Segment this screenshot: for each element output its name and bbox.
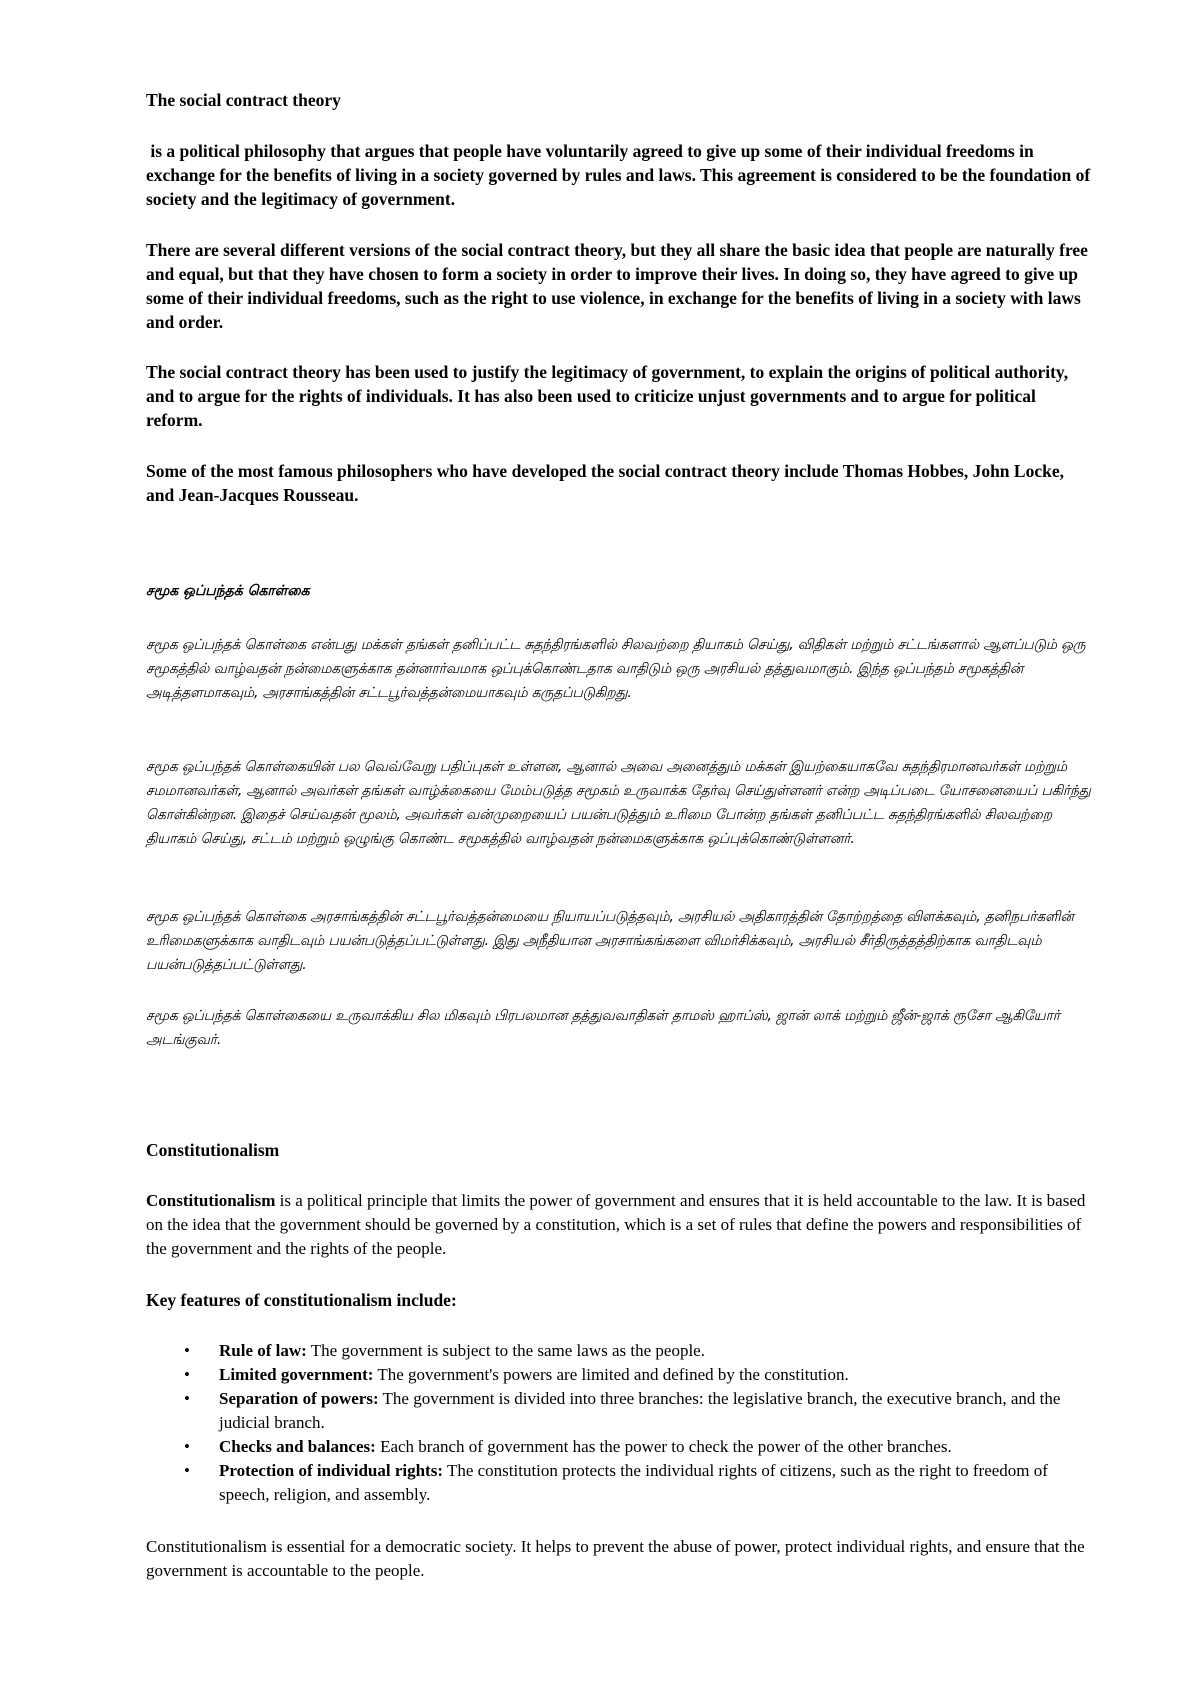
english-section-title: The social contract theory (146, 90, 341, 110)
list-item (146, 1459, 1069, 1507)
tamil-paragraph-3: சமூக ஒப்பந்தக் கொள்கை அரசாங்கத்தின் சட்டபூர்வத்தன்மையை நியாயப்படுத்தவும், அரசியல் அதிகாரத்தின் தோற்றத்தை விளக்கவும், தனிநபர்களின் உரிமைகளுக்காக வாதிடவும் பயன்படுத்தப்பட்டுள்ளது. இது அநீதியான அரசாங்கங்களை விமர்சிக்கவும், அரசியல் சீர்திருத்தத்திற்காக வாதிடவும் பயன்படுத்தப்பட்டுள்ளது. (146, 909, 1074, 973)
tamil-paragraph-2: சமூக ஒப்பந்தக் கொள்கையின் பல வெவ்வேறு பதிப்புகள் உள்ளன, ஆனால் அவை அனைத்தும் மக்கள் இயற்கையாகவே சுதந்திரமானவர்கள் மற்றும் சமமானவர்கள், ஆனால் அவர்கள் தங்கள் வாழ்க்கையை மேம்படுத்த சமூகம் உருவாக்க தேர்வு செய்துள்ளனர் என்ற அடிப்படை யோசனையைப் பகிர்ந்து கொள்கின்றன. இதைச் செய்வதன் மூலம், அவர்கள் வன்முறையைப் பயன்படுத்தும் உரிமை போன்ற தங்கள் தனிப்பட்ட சுதந்திரங்களில் சிலவற்றை தியாகம் செய்து, சட்டம் மற்றும் ஒழுங்கு கொண்ட சமூகத்தில் வாழ்வதன் நன்மைகளுக்காக ஒப்புக்கொண்டுள்ளனர். (146, 759, 1091, 847)
tamil-paragraph-4: சமூக ஒப்பந்தக் கொள்கையை உருவாக்கிய சில மிகவும் பிரபலமான தத்துவவாதிகள் தாமஸ் ஹாப்ஸ், ஜான் லாக் மற்றும் ஜீன்-ஜாக் ரூசோ ஆகியோர் அடங்குவர். (146, 1008, 1060, 1048)
tamil-paragraph-1: சமூக ஒப்பந்தக் கொள்கை என்பது மக்கள் தங்கள் தனிப்பட்ட சுதந்திரங்களில் சிலவற்றை தியாகம் செய்து, விதிகள் மற்றும் சட்டங்களால் ஆளப்படும் ஒரு சமூகத்தில் வாழ்வதன் நன்மைகளுக்காக தன்னார்வமாக ஒப்புக்கொண்டதாக வாதிடும் ஒரு அரசியல் தத்துவமாகும். இந்த ஒப்பந்தம் சமூகத்தின் அடித்தளமாகவும், அரசாங்கத்தின் சட்டபூர்வத்தன்மையாகவும் கருதப்படுகிறது. (146, 637, 1086, 701)
bullet-icon: • (184, 1461, 190, 1480)
list-item (146, 1363, 1069, 1387)
list-item (146, 1387, 1069, 1435)
bullet-icon: • (184, 1437, 190, 1456)
feature-term: Rule of law: (219, 1341, 307, 1360)
constitutionalism-intro (146, 1189, 1096, 1261)
english-paragraph-1: is a political philosophy that argues that people have voluntarily agreed to give up some of their individual freedoms in exchange for the benefits of living in a society governed by rules and laws. This agreement is considered to be the foundation of society and the legitimacy of government. (146, 141, 1095, 209)
feature-text: The constitution protects the individual rights of citizens, such as the right to freedom of speech, religion, and assembly. (219, 1461, 1048, 1504)
constitutionalism-conclusion: Constitutionalism is essential for a democratic society. It helps to prevent the abuse of power, protect individual rights, and ensure that the government is accountable to the people. (146, 1537, 1085, 1580)
english-paragraph-4: Some of the most famous philosophers who have developed the social contract theory include Thomas Hobbes, John Locke, and Jean-Jacques Rousseau. (146, 461, 1064, 505)
bullet-icon: • (184, 1341, 190, 1360)
document-page (146, 0, 1096, 1696)
feature-text: The government is divided into three branches: the legislative branch, the executive branch, and the judicial branch. (219, 1389, 1061, 1432)
bullet-icon: • (184, 1389, 190, 1408)
english-paragraph-3: The social contract theory has been used to justify the legitimacy of government, to explain the origins of political authority, and to argue for the rights of individuals. It has also been used to criticize unjust governments and to argue for political reform. (146, 362, 1069, 430)
bullet-icon: • (184, 1365, 190, 1384)
feature-term: Limited government: (219, 1365, 374, 1384)
constitutionalism-intro-text: is a political principle that limits the power of government and ensures that it is held accountable to the law. It is based on the idea that the government should be governed by a constitution, which is a set of rules that define the powers and responsibilities of the government and the rights of the people. (146, 1191, 1086, 1258)
feature-term: Protection of individual rights: (219, 1461, 443, 1480)
feature-text: The government's powers are limited and defined by the constitution. (373, 1365, 849, 1384)
feature-text: Each branch of government has the power to check the power of the other branches. (375, 1437, 952, 1456)
key-features-list (146, 1339, 1096, 1507)
key-features-heading: Key features of constitutionalism include: (146, 1290, 457, 1310)
list-item (146, 1339, 1069, 1363)
tamil-section-title: சமூக ஒப்பந்தக் கொள்கை (146, 583, 310, 599)
constitutionalism-intro-term: Constitutionalism (146, 1191, 276, 1210)
feature-term: Separation of powers: (219, 1389, 379, 1408)
feature-text: The government is subject to the same laws as the people. (306, 1341, 705, 1360)
english-paragraph-2: There are several different versions of the social contract theory, but they all share the basic idea that people are naturally free and equal, but that they have chosen to form a society in order to improve their lives. In doing so, they have agreed to give up some of their individual freedoms, such as the right to use violence, in exchange for the benefits of living in a society with laws and order. (146, 240, 1088, 332)
feature-term: Checks and balances: (219, 1437, 376, 1456)
constitutionalism-title: Constitutionalism (146, 1140, 280, 1160)
list-item (146, 1435, 1069, 1459)
